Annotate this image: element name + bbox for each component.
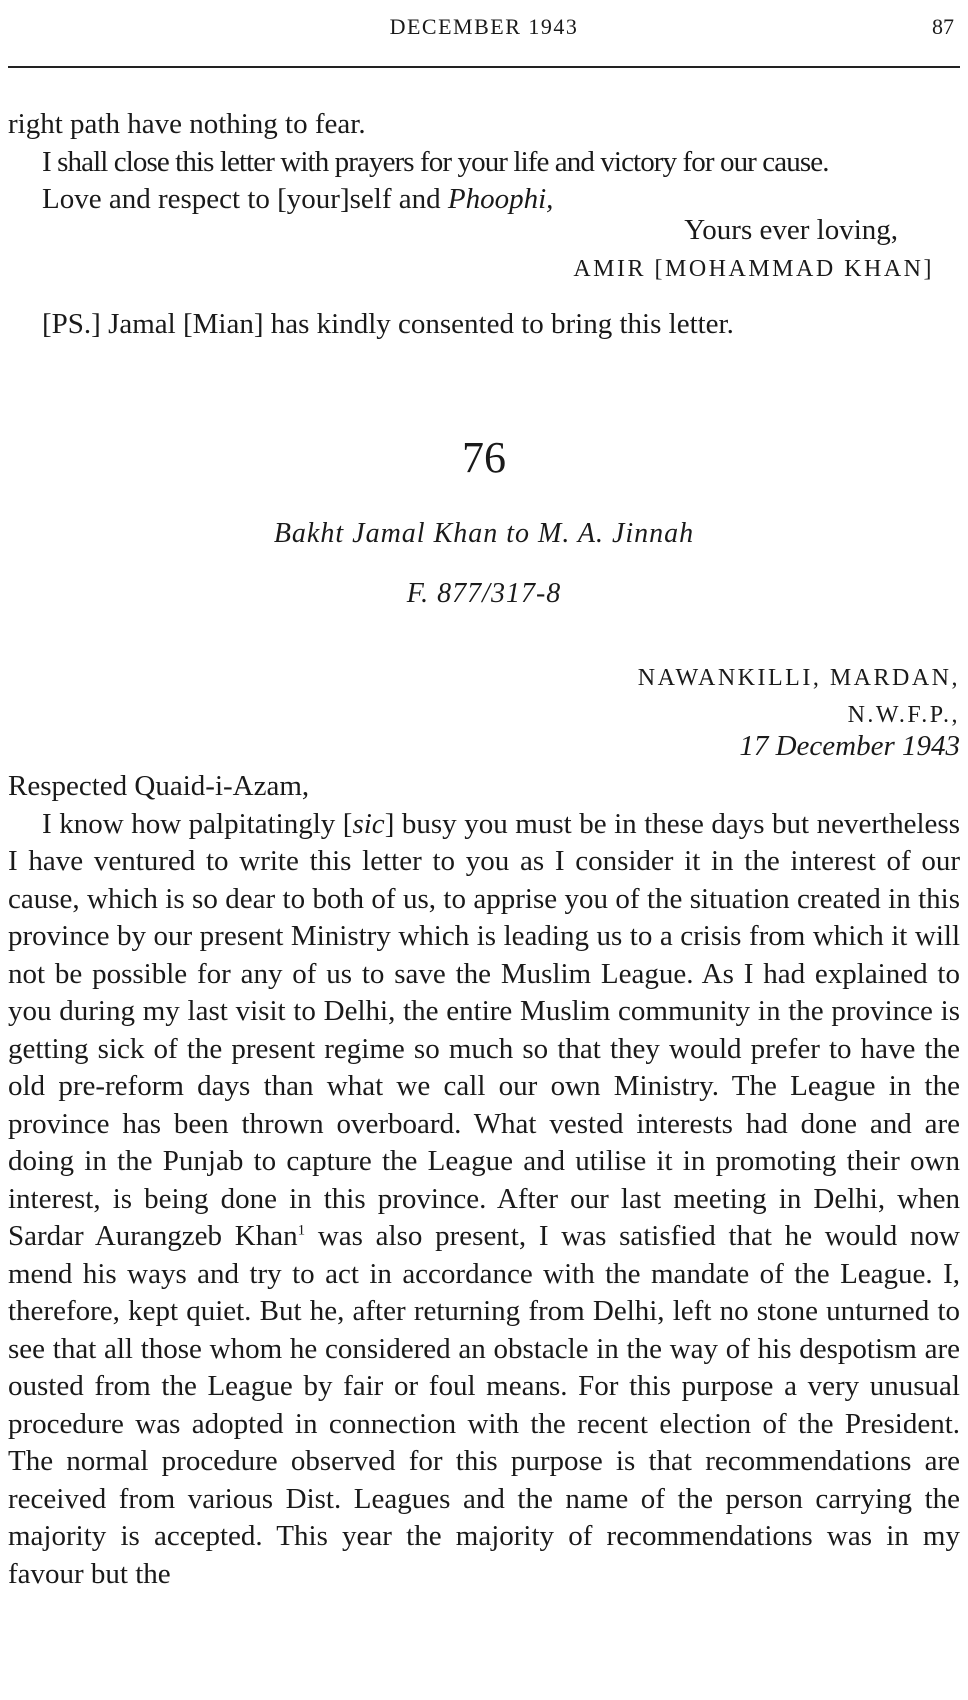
salutation: Respected Quaid-i-Azam, [8, 770, 310, 802]
file-reference: F. 877/317-8 [406, 578, 562, 609]
body-paragraph [8, 806, 960, 1594]
page-number: 87 [932, 14, 954, 39]
letter-closing [8, 212, 960, 250]
italic-text: Phoophi, [447, 183, 554, 215]
footnote-marker: 1 [297, 1222, 306, 1239]
running-title: DECEMBER 1943 [389, 14, 579, 39]
text-run: I shall close this letter with prayers for your life and victory for our cause. [42, 145, 829, 178]
body-text: ] busy you must be in these days but nevertheless I have ventured to write this letter to you as I consider it in the interest of our cause, which is so dear to both of us, to apprise you of the situation created in this province by our present Ministry which is leading us to a crisis from which it will not be possible for any of us to save the Muslim League. As I had explained to you during my last visit to Delhi, the entire Muslim community in the province is getting sick of the present regime so much so that they would prefer to have the old pre-reform days than what we call our own Ministry. The League in the province has been thrown overboard. What vested interests had done and are doing in the Punjab to capture the League and utilise it in promoting their own interest, is being done in this province. After our last meeting in Delhi, when Sardar Aurangzeb Khan [8, 807, 960, 1252]
date-text: 17 December 1943 [739, 730, 960, 762]
text-line: right path have nothing to fear. [8, 108, 366, 140]
text-run: Love and respect to [your]self and [42, 183, 448, 215]
closing-phrase: Yours ever loving, [684, 214, 898, 246]
body-text: I know how palpitatingly [ [42, 807, 353, 840]
document-heading: Bakht Jamal Khan to M. A. Jinnah [273, 518, 695, 549]
signature-name: AMIR [MOHAMMAD KHAN] [573, 256, 934, 282]
address-line: N.W.F.P., [847, 702, 960, 728]
postscript [8, 306, 960, 344]
previous-letter-ending [8, 106, 960, 219]
letter-body [8, 768, 960, 1593]
header-rule [8, 66, 960, 68]
body-text: was also present, I was satisfied that he would now mend his ways and try to act in accordance with the mandate of the League. I, therefore, kept quiet. But he, after returning from Delhi, left no stone unturned to see that all those whom he considered an obstacle in the way of his despotism are ousted from the League by fair or foul means. For this purpose a very unusual procedure was adopted in connection with the recent election of the President. The normal procedure observed for this purpose is that recommendations are received from various Dist. Leagues and the name of the person carrying the majority is accepted. This year the majority of recommendations was in my favour but the [8, 1220, 960, 1590]
document-number: 76 [462, 433, 506, 482]
postscript-text: [PS.] Jamal [Mian] has kindly consented to bring this letter. [42, 308, 734, 340]
letter-date [8, 728, 960, 766]
letter-signature [8, 251, 960, 289]
running-header [8, 14, 960, 44]
sender-address [8, 660, 960, 734]
text-line [8, 144, 960, 182]
address-line: NAWANKILLI, MARDAN, [637, 665, 960, 691]
sic-note: sic [352, 807, 385, 840]
